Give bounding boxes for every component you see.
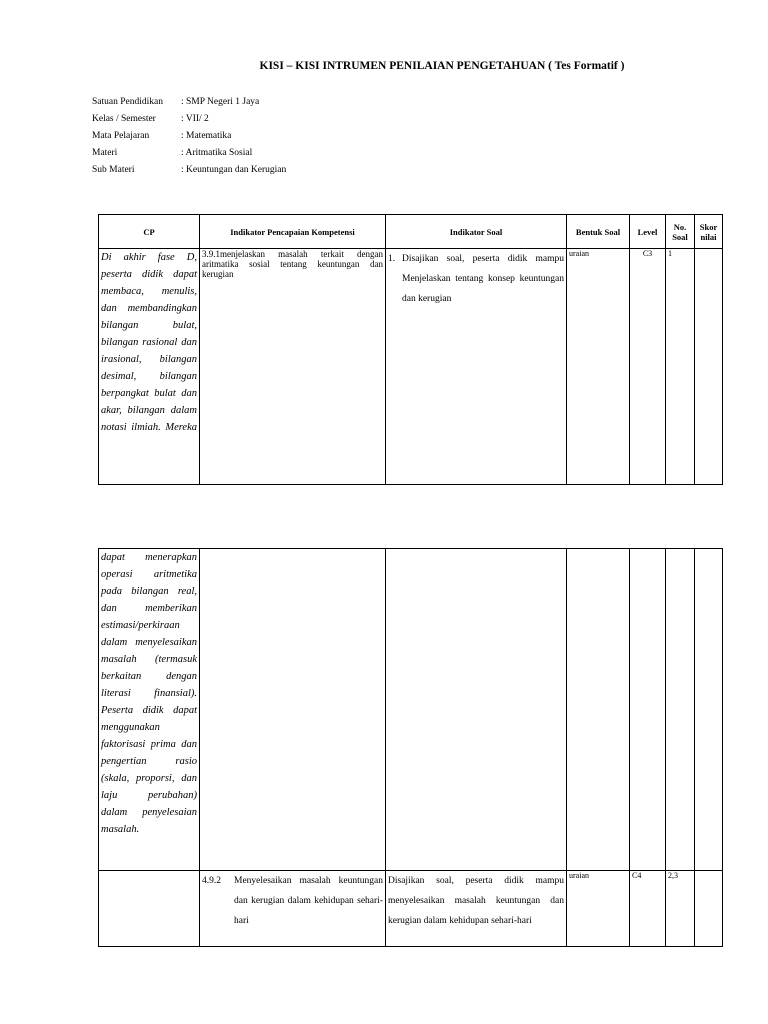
header-bentuk-soal: Bentuk Soal xyxy=(567,215,630,249)
header-cp: CP xyxy=(99,215,200,249)
indikator-kompetensi-cell xyxy=(200,871,386,947)
indikator-soal-cell: Disajikan soal, peserta didik mampu menyelesaikan masalah keuntungan dan kerugian dalam kehidupan sehari-hari xyxy=(386,871,567,947)
bentuk-soal-cell: uraian xyxy=(567,249,630,485)
meta-label: Materi xyxy=(92,148,118,158)
bentuk-soal-cell: uraian xyxy=(567,871,630,947)
no-soal-cell: 2,3 xyxy=(666,871,695,947)
item-number: 1. xyxy=(388,254,396,264)
item-text: Menyelesaikan masalah keuntungan dan kerugian dalam kehidupan sehari-hari xyxy=(234,876,383,926)
meta-value: : VII/ 2 xyxy=(181,114,209,124)
header-no-soal-line1: No. xyxy=(673,221,687,232)
meta-label: Sub Materi xyxy=(92,165,135,175)
identity-block xyxy=(92,94,286,179)
indikator-kompetensi-item xyxy=(202,871,383,931)
meta-row-mapel xyxy=(92,128,286,145)
meta-label: Satuan Pendidikan xyxy=(92,97,163,107)
empty-cell xyxy=(386,549,567,871)
meta-value: : Aritmatika Sosial xyxy=(181,148,253,158)
empty-cell xyxy=(200,549,386,871)
indikator-kompetensi-cell: 3.9.1menjelaskan masalah terkait dengan aritmatika sosial tentang keuntungan dan kerugian xyxy=(200,249,386,485)
header-skor xyxy=(695,215,723,249)
header-level: Level xyxy=(630,215,666,249)
cp-cell-continued: dapat menerapkan operasi aritmetika pada bilangan real, dan memberikan estimasi/perkiraan dalam menyelesaikan masalah (termasuk berkaitan dengan literasi finansial). Peserta didik dapat menggunakan faktorisasi prima dan pengertian rasio (skala, proporsi, dan laju perubahan) dalam penyelesaian masalah. xyxy=(99,549,200,871)
meta-row-kelas xyxy=(92,111,286,128)
cp-cell: Di akhir fase D, peserta didik dapat membaca, menulis, dan membandingkan bilangan bulat, bilangan rasional dan irasional, bilangan desimal, bilangan berpangkat bulat dan akar, bilangan dalam notasi ilmiah. Mereka xyxy=(99,249,200,485)
empty-cell xyxy=(695,549,723,871)
indikator-soal-cell xyxy=(386,249,567,485)
kisi-table-page-1 xyxy=(98,214,723,485)
header-skor-line1: Skor xyxy=(699,221,718,232)
header-skor-line2: nilai xyxy=(700,231,717,242)
empty-cell xyxy=(99,871,200,947)
meta-value: : Matematika xyxy=(181,131,232,141)
no-soal-cell: 1 xyxy=(666,249,695,485)
meta-value: : Keuntungan dan Kerugian xyxy=(181,165,287,175)
skor-cell xyxy=(695,249,723,485)
empty-cell xyxy=(666,549,695,871)
header-indikator-soal: Indikator Soal xyxy=(386,215,567,249)
kisi-table-page-2 xyxy=(98,548,723,947)
item-number: 4.9.2 xyxy=(202,876,221,886)
level-cell: C4 xyxy=(630,871,666,947)
item-text: Disajikan soal, peserta didik mampu Menjelaskan tentang konsep keuntungan dan kerugian xyxy=(402,254,564,304)
table-row xyxy=(99,249,723,485)
table-header-row xyxy=(99,215,723,249)
empty-cell xyxy=(630,549,666,871)
header-no-soal-line2: Soal xyxy=(672,231,688,242)
indikator-soal-item xyxy=(388,249,564,309)
level-cell: C3 xyxy=(630,249,666,485)
header-indikator-kompetensi: Indikator Pencapaian Kompetensi xyxy=(200,215,386,249)
skor-cell xyxy=(695,871,723,947)
meta-label: Kelas / Semester xyxy=(92,114,156,124)
meta-label: Mata Pelajaran xyxy=(92,131,150,141)
meta-row-satuan xyxy=(92,94,286,111)
table-row xyxy=(99,871,723,947)
meta-row-materi xyxy=(92,145,286,162)
document-title: KISI – KISI INTRUMEN PENILAIAN PENGETAHUAN ( Tes Formatif ) xyxy=(259,60,625,72)
header-no-soal xyxy=(666,215,695,249)
table-row xyxy=(99,549,723,871)
meta-row-submateri xyxy=(92,162,286,179)
meta-value: : SMP Negeri 1 Jaya xyxy=(181,97,260,107)
empty-cell xyxy=(567,549,630,871)
